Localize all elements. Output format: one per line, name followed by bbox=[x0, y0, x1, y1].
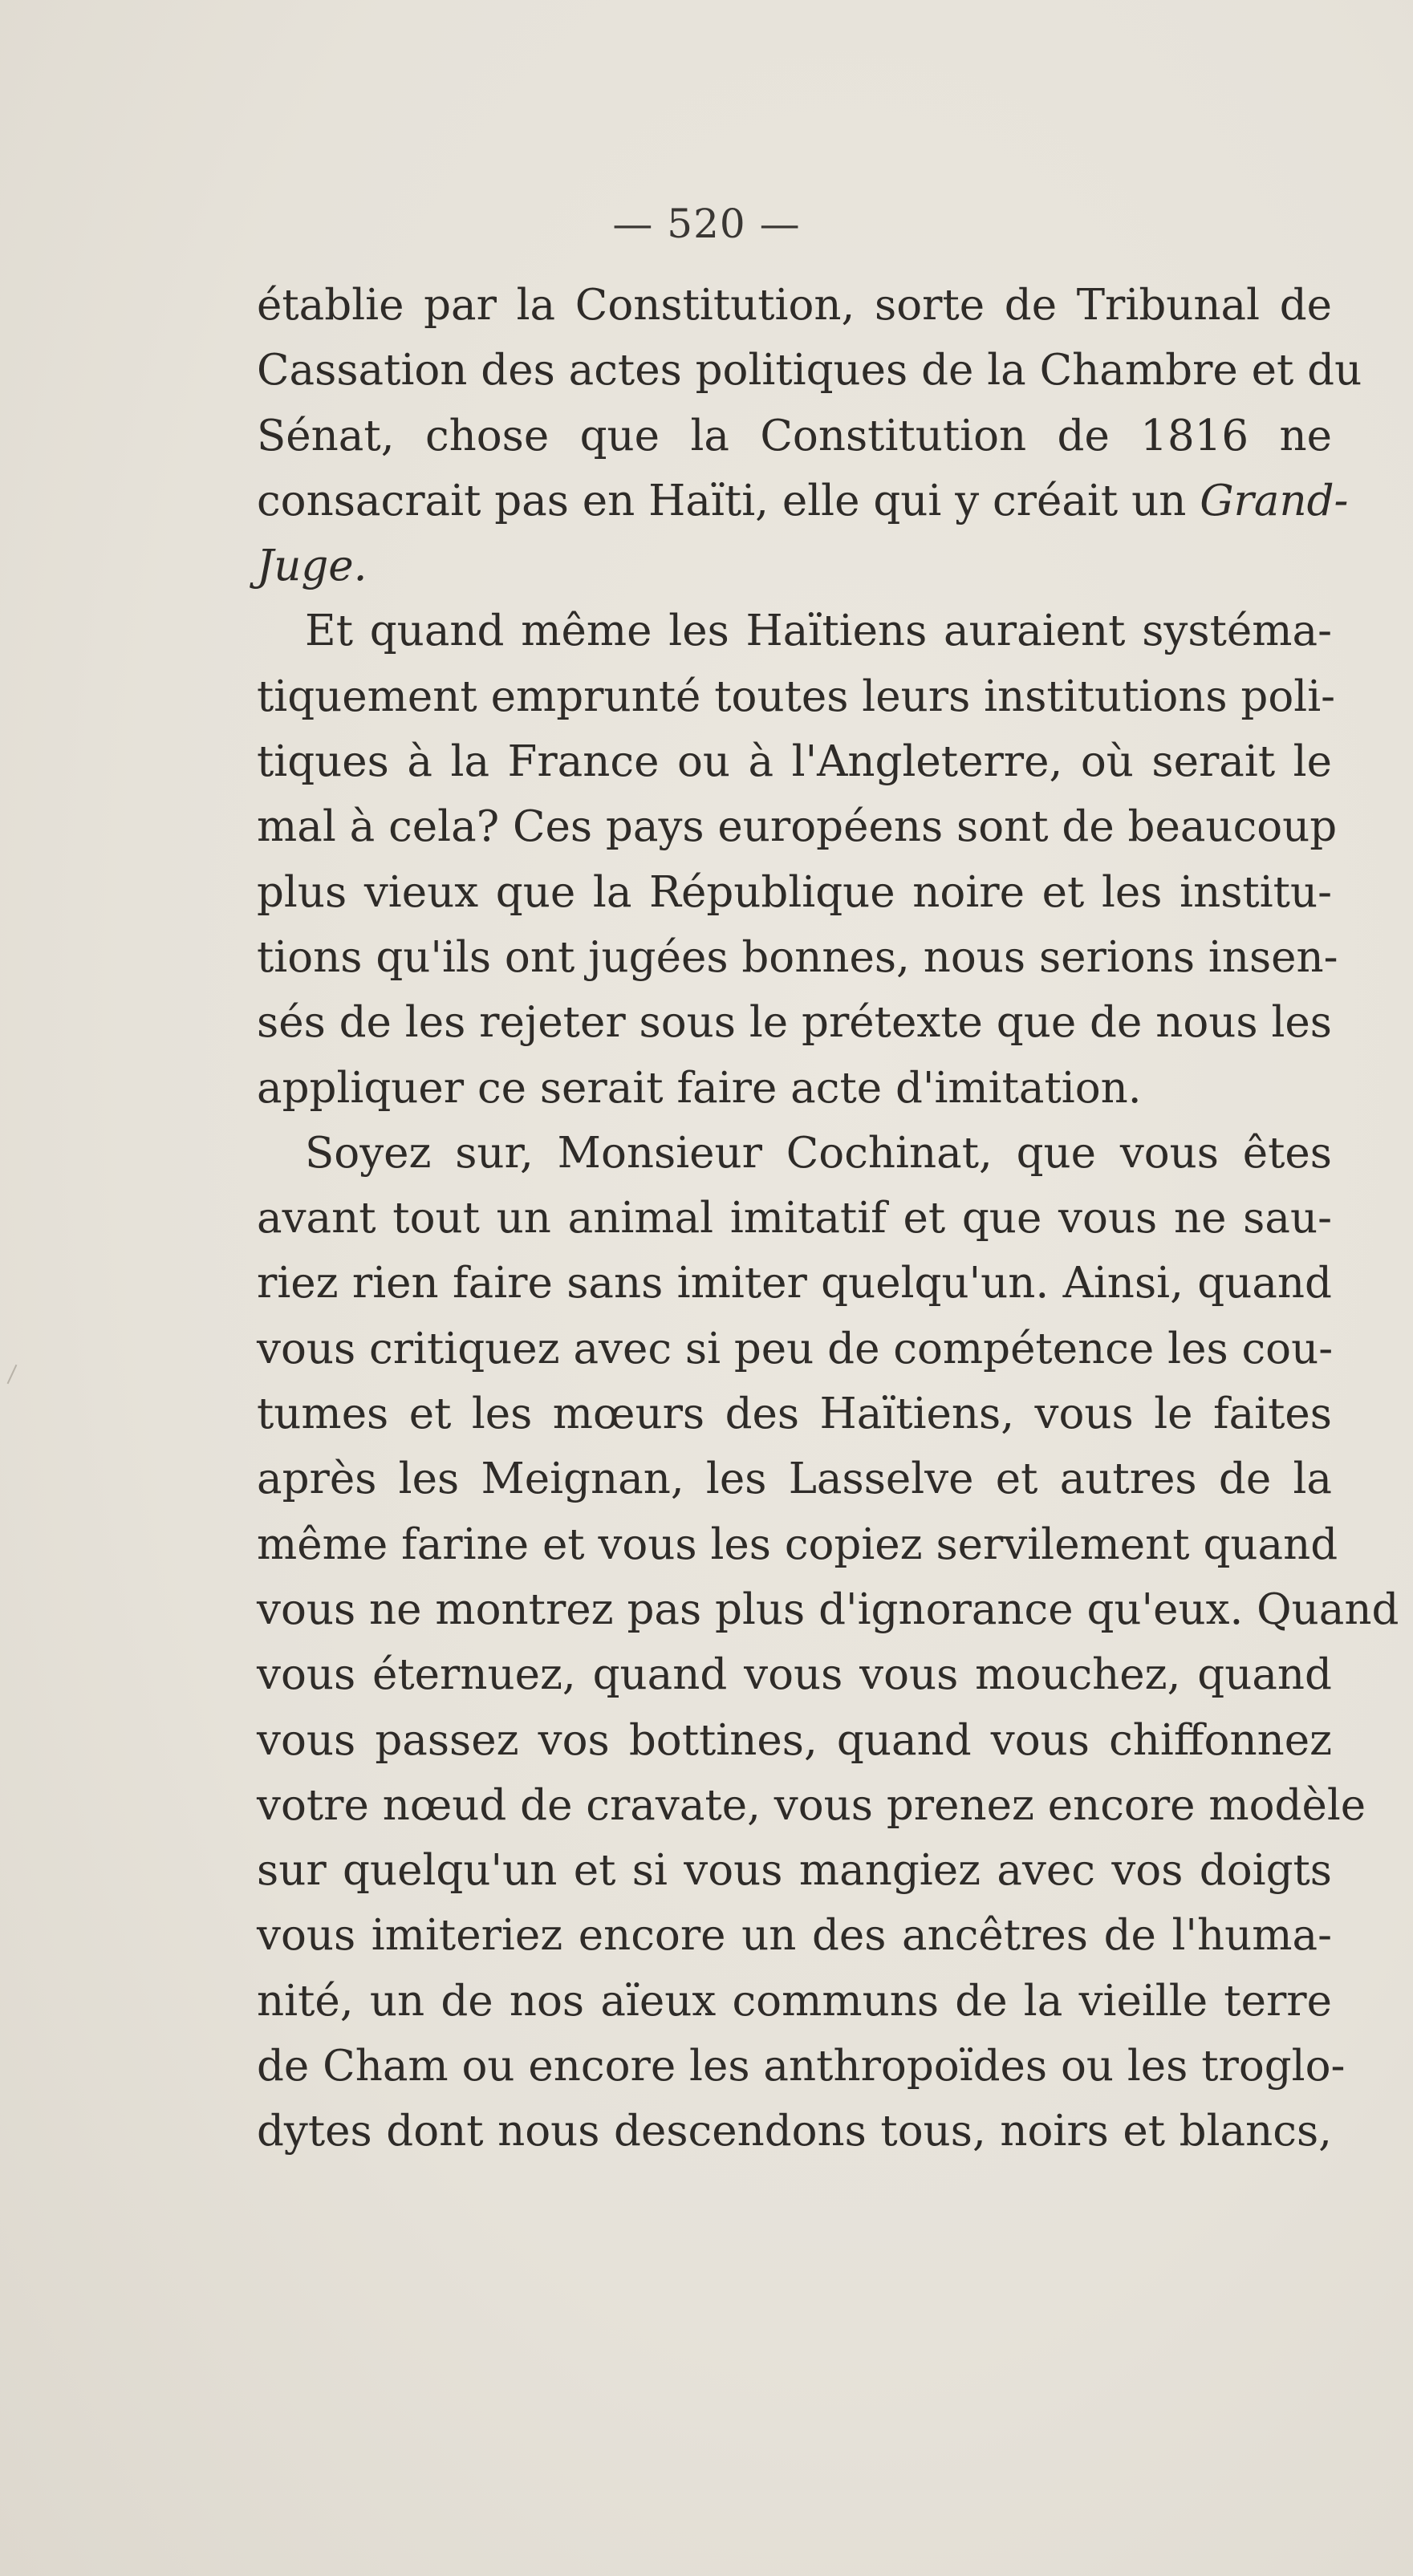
text-line: vous critiquez avec si peu de compétence les cou- bbox=[257, 1324, 1334, 1373]
text-line: sur quelqu'un et si vous mangiez avec vos doigts bbox=[257, 1846, 1332, 1896]
text-line: tiquement emprunté toutes leurs institutions poli- bbox=[257, 671, 1336, 721]
text-line: votre nœud de cravate, vous prenez encore modèle bbox=[257, 1780, 1366, 1830]
text-line: tiques à la France ou à l'Angleterre, où serait le bbox=[257, 737, 1332, 787]
paragraph-start: Et quand même les Haïtiens auraient systéma- bbox=[305, 606, 1332, 656]
text-line: même farine et vous les copiez servilement quand bbox=[257, 1519, 1338, 1569]
italic-term: Grand- bbox=[1200, 476, 1349, 525]
text-line: vous imiteriez encore un des ancêtres de l'huma- bbox=[257, 1911, 1332, 1961]
text-line: dytes dont nous descendons tous, noirs et blancs, bbox=[257, 2107, 1332, 2156]
paragraph-start: Soyez sur, Monsieur Cochinat, que vous êtes bbox=[305, 1128, 1332, 1178]
text-line bbox=[257, 469, 1349, 533]
text-line: vous passez vos bottines, quand vous chiffonnez bbox=[257, 1715, 1332, 1765]
text-line: tions qu'ils ont jugées bonnes, nous serions insen- bbox=[257, 932, 1338, 982]
text-line: Cassation des actes politiques de la Chambre et du bbox=[257, 346, 1362, 396]
margin-mark bbox=[7, 1365, 18, 1384]
text-line: avant tout un animal imitatif et que vous ne sau- bbox=[257, 1194, 1332, 1243]
text-line: Sénat, chose que la Constitution de 1816 ne bbox=[257, 411, 1332, 460]
text-segment: consacrait pas en Haïti, elle qui y créait un bbox=[257, 476, 1200, 525]
text-line: vous ne montrez pas plus d'ignorance qu'eux. Quand bbox=[257, 1584, 1399, 1634]
text-line: vous éternuez, quand vous vous mouchez, quand bbox=[257, 1650, 1332, 1700]
italic-term: Juge. bbox=[257, 542, 367, 591]
text-line: tumes et les mœurs des Haïtiens, vous le faites bbox=[257, 1389, 1332, 1439]
text-line: mal à cela? Ces pays européens sont de beaucoup bbox=[257, 802, 1338, 852]
paragraph-end: appliquer ce serait faire acte d'imitation. bbox=[257, 1063, 1142, 1113]
text-line: riez rien faire sans imiter quelqu'un. Ainsi, quand bbox=[257, 1259, 1332, 1308]
text-line: établie par la Constitution, sorte de Tribunal de bbox=[257, 281, 1332, 330]
text-line: plus vieux que la République noire et les institu- bbox=[257, 867, 1332, 917]
text-line: de Cham ou encore les anthropoïdes ou les troglo- bbox=[257, 2042, 1346, 2091]
text-line: après les Meignan, les Lasselve et autres de la bbox=[257, 1454, 1332, 1504]
text-line: sés de les rejeter sous le prétexte que de nous les bbox=[257, 998, 1332, 1048]
text-line: nité, un de nos aïeux communs de la vieille terre bbox=[257, 1976, 1332, 2026]
body-text bbox=[257, 273, 1399, 2164]
page-number: — 520 — bbox=[612, 201, 801, 247]
